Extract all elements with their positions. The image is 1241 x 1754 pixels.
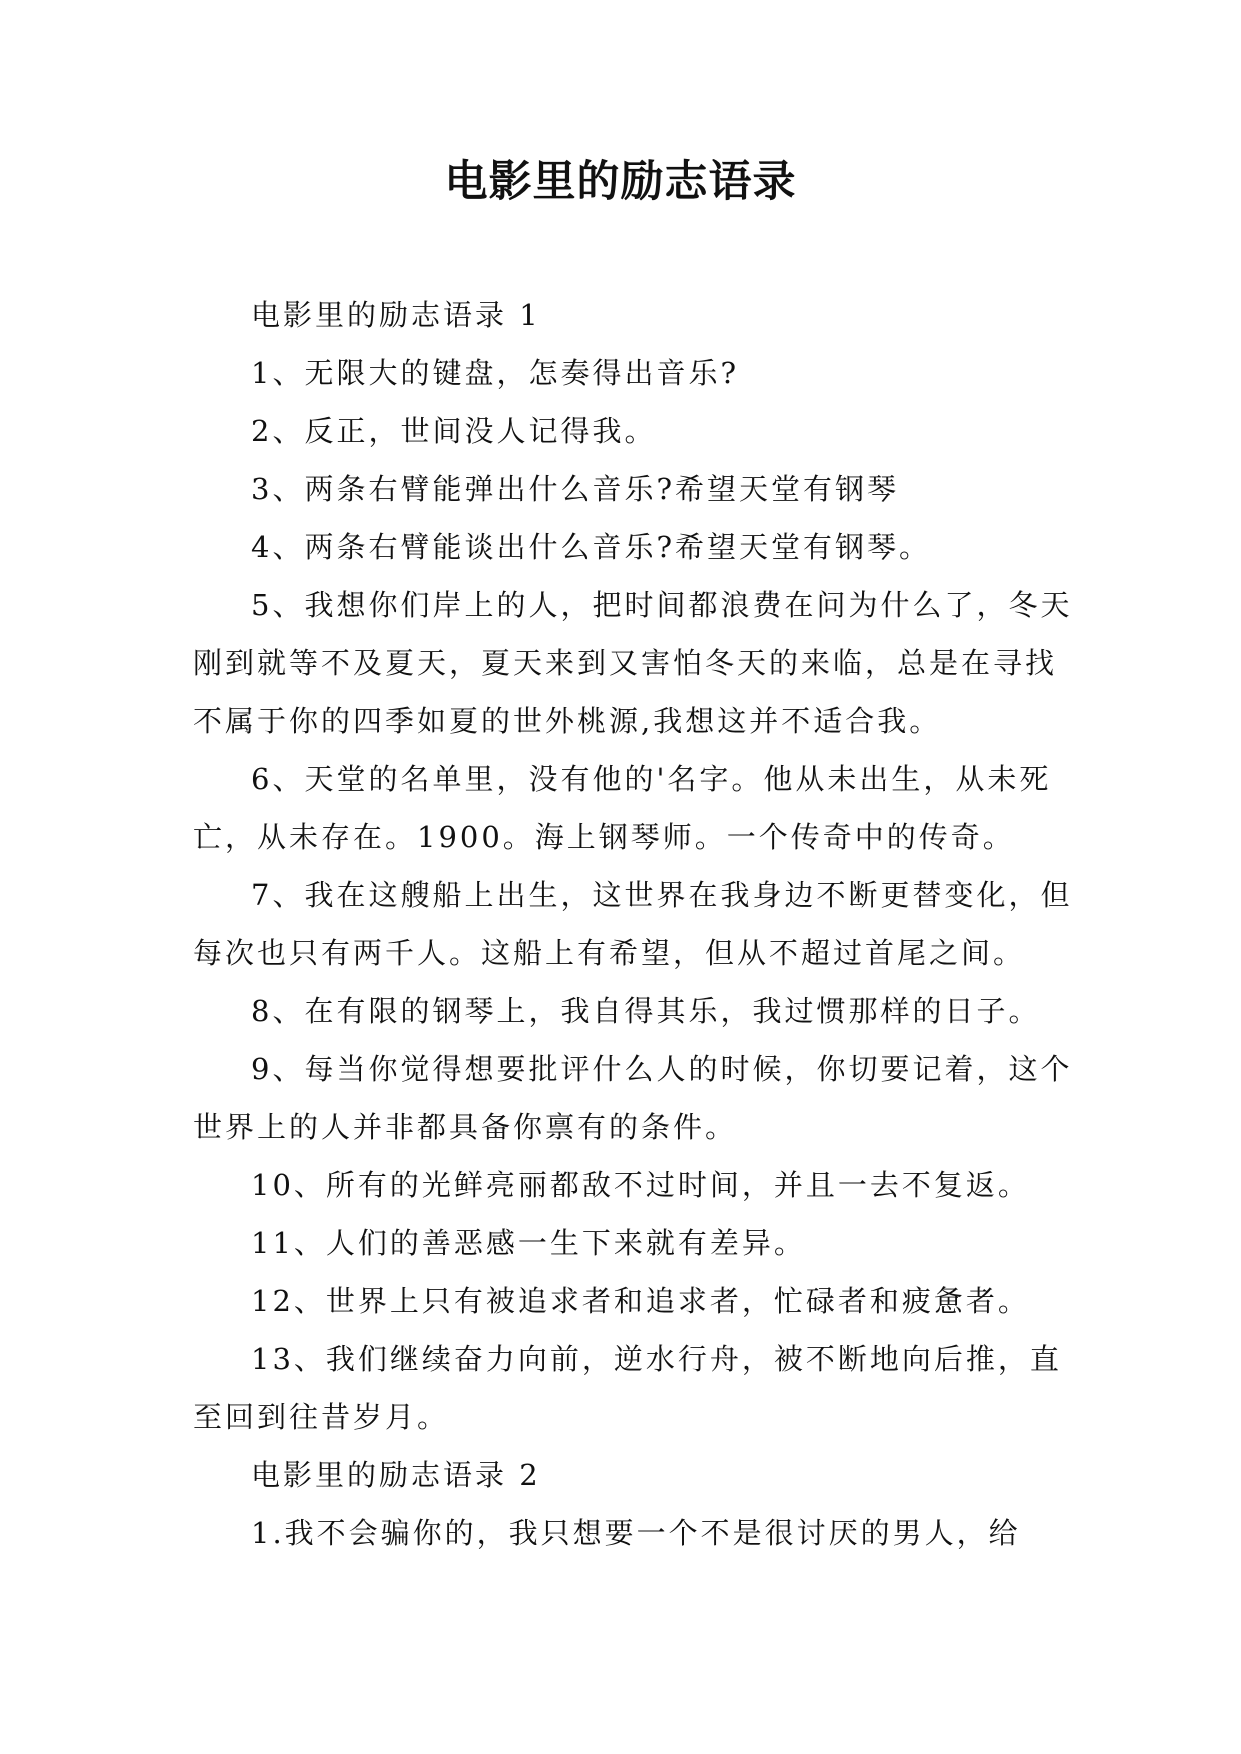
section-heading-1: 电影里的励志语录 1	[251, 298, 541, 332]
quote-paragraph: 12、世界上只有被追求者和追求者，忙碌者和疲惫者。	[251, 1284, 1030, 1318]
quote-paragraph: 1、无限大的键盘，怎奏得出音乐?	[251, 356, 739, 390]
quote-paragraph: 10、所有的光鲜亮丽都敌不过时间，并且一去不复返。	[251, 1168, 1030, 1202]
quote-paragraph: 11、人们的善恶感一生下来就有差异。	[251, 1226, 806, 1260]
quote-paragraph: 5、我想你们岸上的人，把时间都浪费在问为什么了，冬天刚到就等不及夏天，夏天来到又害怕冬天的来临，总是在寻找不属于你的四季如夏的世外桃源,我想这并不适合我。	[193, 588, 1073, 738]
document-body	[193, 286, 1073, 1562]
document-title: 电影里的励志语录	[444, 157, 797, 207]
section-heading-2: 电影里的励志语录 2	[251, 1458, 541, 1492]
quote-paragraph: 3、两条右臂能弹出什么音乐?希望天堂有钢琴	[251, 472, 899, 506]
quote-paragraph: 6、天堂的名单里，没有他的'名字。他从未出生，从未死亡，从未存在。1900。海上钢琴师。一个传奇中的传奇。	[193, 762, 1052, 854]
quote-paragraph: 7、我在这艘船上出生，这世界在我身边不断更替变化，但每次也只有两千人。这船上有希望，但从不超过首尾之间。	[193, 878, 1073, 970]
quote-paragraph: 8、在有限的钢琴上，我自得其乐，我过惯那样的日子。	[251, 994, 1041, 1028]
quote-paragraph: 1.我不会骗你的，我只想要一个不是很讨厌的男人，给	[251, 1516, 1021, 1550]
quote-paragraph: 2、反正，世间没人记得我。	[251, 414, 657, 448]
quote-paragraph: 13、我们继续奋力向前，逆水行舟，被不断地向后推，直至回到往昔岁月。	[193, 1342, 1062, 1434]
quote-paragraph: 4、两条右臂能谈出什么音乐?希望天堂有钢琴。	[251, 530, 931, 564]
quote-paragraph: 9、每当你觉得想要批评什么人的时候，你切要记着，这个世界上的人并非都具备你禀有的条件。	[193, 1052, 1073, 1144]
